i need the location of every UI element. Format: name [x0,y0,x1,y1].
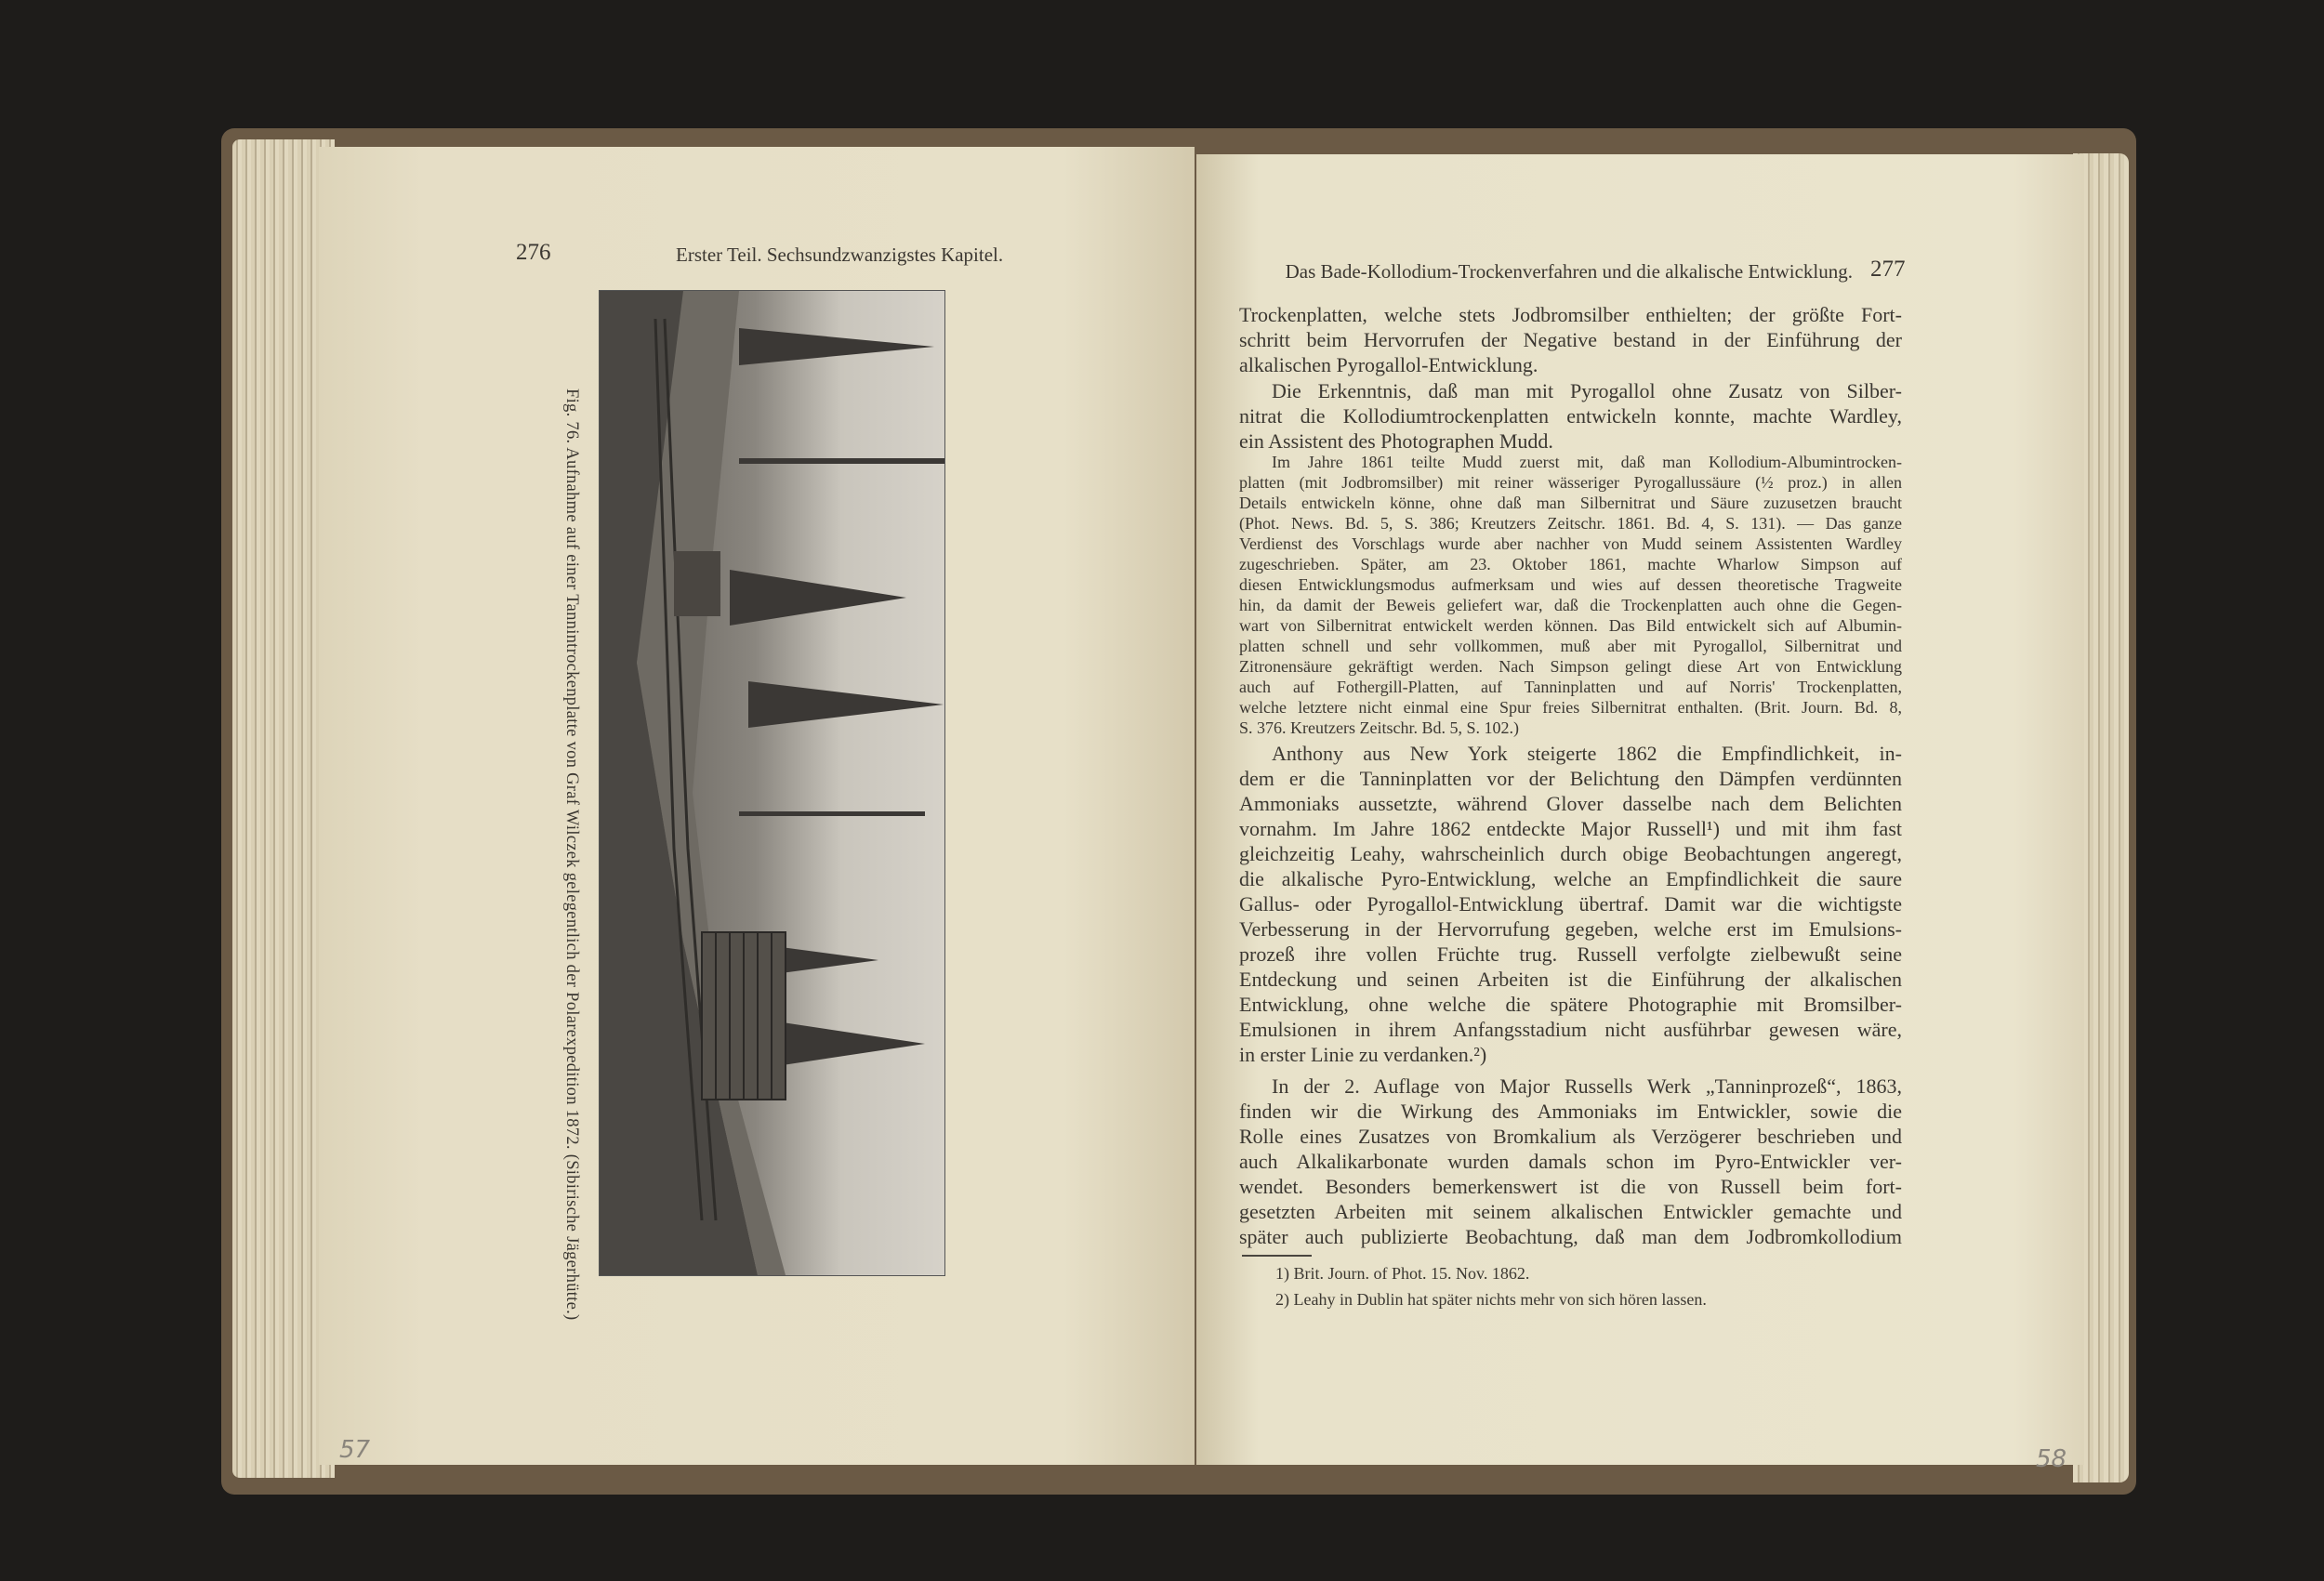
text-line: hin, da damit der Beweis geliefert war, daß die Trockenplatten auch ohne die Gegen- [1239,596,1902,614]
text-line: Rolle eines Zusatzes von Bromkalium als Verzögerer beschrieben und [1239,1125,1902,1148]
text-line: Verdienst des Vorschlags wurde aber nachher von Mudd seinem Assistenten Wardley [1239,534,1902,553]
footnote-rule [1242,1255,1312,1257]
text-line: Trockenplatten, welche stets Jodbromsilber enthielten; der größte Fort- [1239,303,1902,326]
text-line: dem er die Tanninplatten vor der Belichtung den Dämpfen verdünnten [1239,767,1902,790]
text-line: Emulsionen in ihrem Anfangsstadium nicht ausführbar gewesen wäre, [1239,1018,1902,1041]
text-line: auch auf Fothergill-Platten, auf Tanninplatten und auf Norris' Trockenplatten, [1239,678,1902,696]
figure-photograph [599,290,945,1276]
text-line: Zitronensäure gekräftigt werden. Nach Simpson gelingt diese Art von Entwicklung [1239,657,1902,676]
text-line: schritt beim Hervorrufen der Negative bestand in der Einführung der [1239,328,1902,351]
text-line: wendet. Besonders bemerkenswert ist die von Russell beim fort- [1239,1175,1902,1198]
text-line: ein Assistent des Photographen Mudd. [1239,429,1553,453]
text-line: gesetzten Arbeiten mit seinem alkalischen Entwickler gemachte und [1239,1200,1902,1223]
text-line: Gallus- oder Pyrogallol-Entwicklung übertraf. Damit war die wichtigste [1239,892,1902,916]
right-running-head: Das Bade-Kollodium-Trockenverfahren und die alkalische Entwicklung. [1285,260,1853,283]
text-line: zugeschrieben. Später, am 23. Oktober 1861, machte Wharlow Simpson auf [1239,555,1902,573]
text-line: Im Jahre 1861 teilte Mudd zuerst mit, daß man Kollodium-Albumintrocken- [1272,453,1902,471]
text-line: Details entwickeln könne, ohne daß man Silbernitrat und Säure zuzusetzen braucht [1239,494,1902,512]
text-line: S. 376. Kreutzers Zeitschr. Bd. 5, S. 102.) [1239,718,1519,737]
text-line: Die Erkenntnis, daß man mit Pyrogallol ohne Zusatz von Silber- [1272,379,1902,402]
text-line: platten (mit Jodbromsilber) mit reiner wässeriger Pyrogallussäure (½ proz.) in allen [1239,473,1902,492]
left-page-number: 276 [516,240,551,265]
text-line: in erster Linie zu verdanken.²) [1239,1043,1487,1066]
footnote-2: 2) Leahy in Dublin hat später nichts mehr von sich hören lassen. [1275,1290,1707,1309]
text-line: nitrat die Kollodiumtrockenplatten entwickeln konnte, machte Wardley, [1239,404,1902,428]
text-line: prozeß ihre vollen Früchte trug. Russell verfolgte zielbewußt seine [1239,942,1902,966]
text-line: finden wir die Wirkung des Ammoniaks im Entwickler, sowie die [1239,1100,1902,1123]
pencil-mark-left: 57 [339,1436,371,1464]
small-hut [674,551,720,616]
text-line: (Phot. News. Bd. 5, S. 386; Kreutzers Zeitschr. 1861. Bd. 4, S. 131). — Das ganze [1239,514,1902,533]
text-line: gleichzeitig Leahy, wahrscheinlich durch obige Beobachtungen angeregt, [1239,842,1902,865]
text-line: platten schnell und sehr vollkommen, muß aber mit Pyrogallol, Silbernitrat und [1239,637,1902,655]
text-line: später auch publizierte Beobachtung, daß man dem Jodbromkollodium [1239,1225,1902,1248]
text-line: Entwicklung, ohne welche die spätere Photographie mit Bromsilber- [1239,993,1902,1016]
right-page-number: 277 [1870,257,1906,282]
text-line: welche letztere nicht einmal eine Spur freies Silbernitrat enthalten. (Brit. Journ. Bd. 8, [1239,698,1902,717]
text-line: die alkalische Pyro-Entwicklung, welche an Empfindlichkeit die saure [1239,867,1902,890]
footnote-1: 1) Brit. Journ. of Phot. 15. Nov. 1862. [1275,1264,1530,1283]
text-line: auch Alkalikarbonate wurden damals schon im Pyro-Entwickler ver- [1239,1150,1902,1173]
text-line: Anthony aus New York steigerte 1862 die Empfindlichkeit, in- [1272,742,1902,765]
text-line: Entdeckung und seinen Arbeiten ist die Einführung der alkalischen [1239,968,1902,991]
left-running-head: Erster Teil. Sechsundzwanzigstes Kapitel. [676,244,1004,266]
text-line: wart von Silbernitrat entwickelt werden können. Das Bild entwickelt sich auf Albumin- [1239,616,1902,635]
figure-caption: Fig. 76. Aufnahme auf einer Tannintrockenplatte von Graf Wilczek gelegentlich der Polarexpedition 1872. (Sibirische Jägerhütte.) [562,389,581,1321]
text-line: alkalischen Pyrogallol-Entwicklung. [1239,353,1538,376]
text-line: Ammoniaks aussetzte, während Glover dasselbe nach dem Belichten [1239,792,1902,815]
pencil-mark-right: 58 [2036,1445,2067,1473]
text-line: In der 2. Auflage von Major Russells Werk „Tanninprozeß“, 1863, [1272,1074,1902,1098]
text-line: Verbesserung in der Hervorrufung gegeben, welche erst im Emulsions- [1239,917,1902,941]
text-line: diesen Entwicklungsmodus aufmerksam und wies auf dessen theoretische Tragweite [1239,575,1902,594]
text-line: vornahm. Im Jahre 1862 entdeckte Major Russell¹) und mit ihm fast [1239,817,1902,840]
